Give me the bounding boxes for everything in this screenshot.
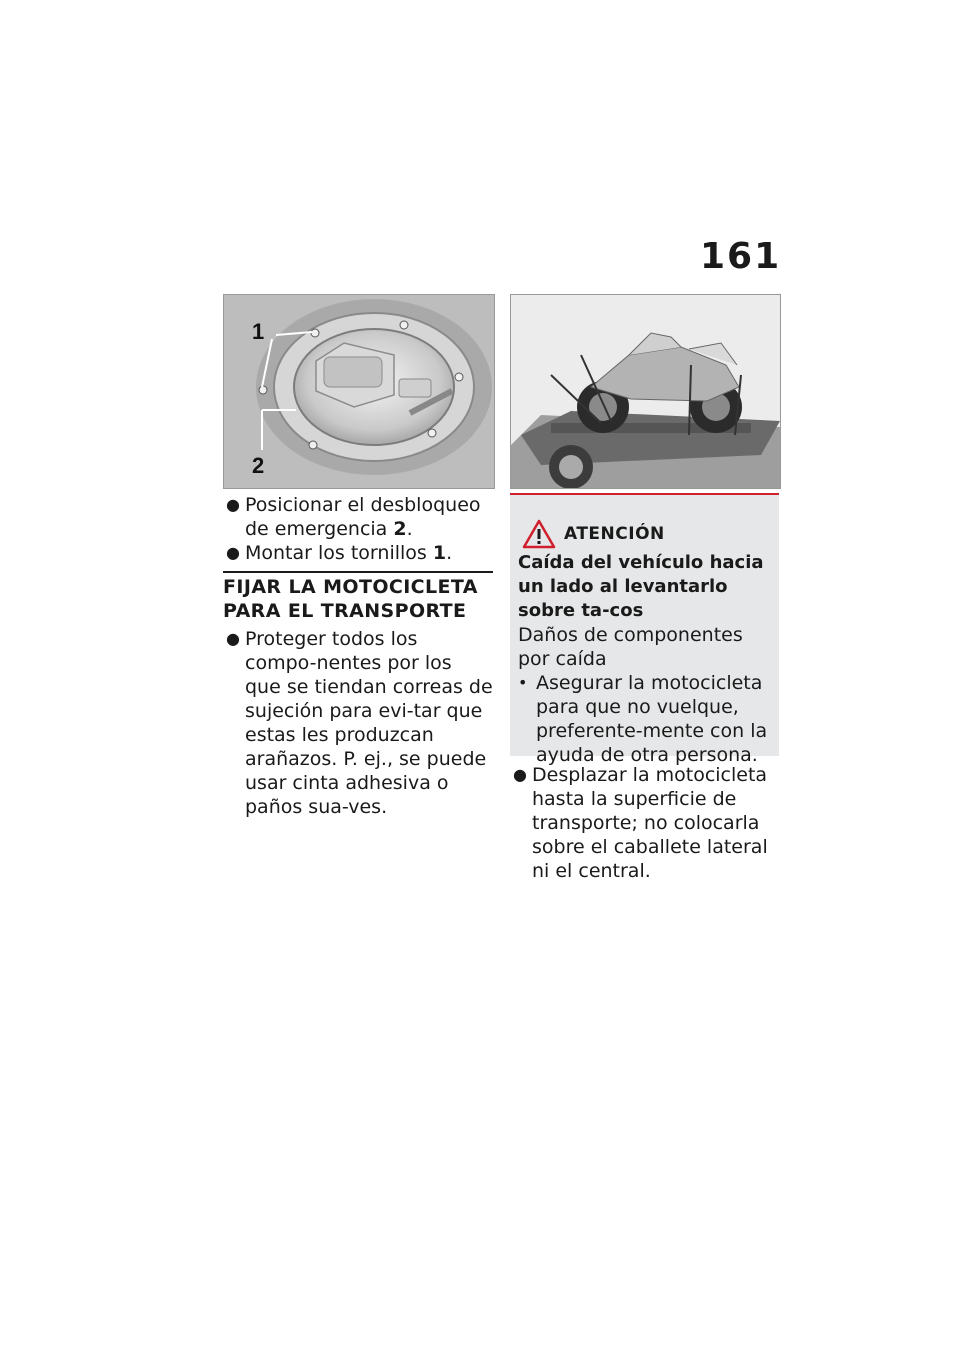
- warning-text: Daños de componentes por caída: [518, 624, 743, 670]
- section-heading-line: FIJAR LA MOTOCICLETA: [223, 576, 478, 598]
- step-text: Posicionar el desbloqueo de emergencia: [245, 494, 481, 540]
- step-suffix: .: [446, 542, 453, 564]
- list-item: [223, 493, 491, 541]
- list-item: [223, 541, 491, 565]
- step-suffix: .: [406, 518, 413, 540]
- warning-triangle-icon: [522, 519, 556, 549]
- bullet-icon: ●: [226, 495, 240, 514]
- section-divider: [223, 571, 493, 573]
- protection-steps: [223, 627, 493, 819]
- warning-header: [522, 519, 665, 549]
- list-item: [510, 763, 780, 883]
- bullet-icon: •: [518, 673, 528, 692]
- warning-title: ATENCIÓN: [564, 524, 665, 544]
- bullet-icon: ●: [226, 629, 240, 648]
- motorcycle-on-trailer-photo: [510, 294, 781, 489]
- section-heading-line: PARA EL TRANSPORTE: [223, 600, 467, 622]
- list-item: [518, 671, 774, 767]
- callout-1: 1: [252, 319, 265, 344]
- emergency-release-steps: [223, 493, 491, 565]
- step-ref: 1: [432, 542, 447, 564]
- fuel-cap-illustration: [223, 294, 495, 489]
- step-text: Montar los tornillos: [245, 542, 433, 564]
- warning-box: [510, 493, 779, 766]
- bullet-icon: ●: [226, 543, 240, 562]
- warning-subtitle: Caída del vehículo hacia un lado al levantarlo sobre ta-cos: [518, 552, 764, 621]
- step-text: Proteger todos los compo-nentes por los que se tiendan correas de sujeción para evi-tar que estas les produzcan arañazos. P. ej., se puede usar cinta adhesiva o paños sua-ves.: [245, 628, 493, 818]
- step-text: Desplazar la motocicleta hasta la superficie de transporte; no colocarla sobre el caballete lateral ni el central.: [532, 764, 768, 882]
- callout-2: 2: [252, 453, 265, 478]
- step-text: Asegurar la motocicleta para que no vuelque, preferente-mente con la ayuda de otra persona.: [536, 672, 768, 766]
- section-heading: [223, 575, 493, 623]
- step-ref: 2: [393, 518, 407, 540]
- list-item: [223, 627, 493, 819]
- bullet-icon: ●: [513, 765, 527, 784]
- transport-steps: [510, 763, 780, 883]
- page-number: 161: [700, 236, 782, 277]
- warning-steps: [518, 671, 774, 767]
